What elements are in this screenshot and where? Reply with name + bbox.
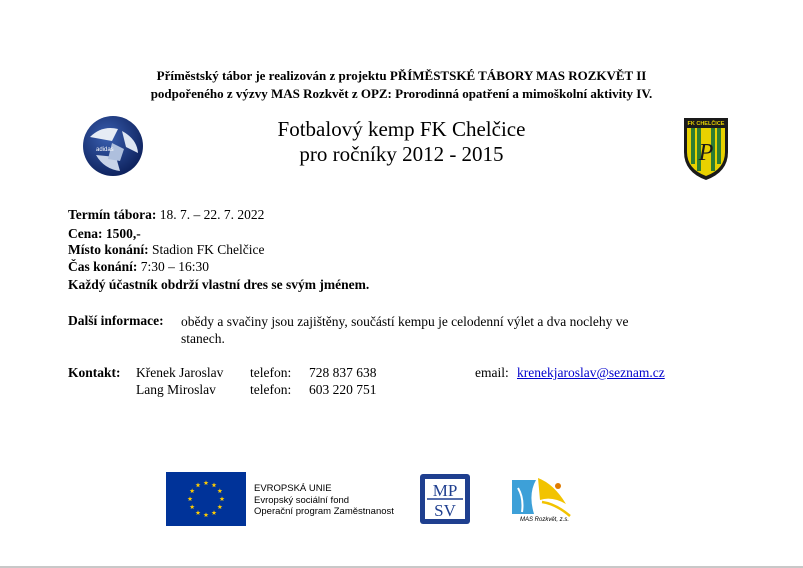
email-label: email: <box>475 365 509 380</box>
contact-name-1: Křenek Jaroslav <box>136 365 224 380</box>
header-line-1 <box>0 68 803 84</box>
mpsv-bottom-text: SV <box>434 501 456 520</box>
more-info-line-1: obědy a svačiny jsou zajištěny, součástí kempu je celodenní výlet a dva noclehy ve <box>181 314 629 329</box>
mpsv-logo <box>419 473 471 525</box>
contact-phone-1: 728 837 638 <box>309 365 377 380</box>
eu-flag-logo <box>166 472 246 526</box>
term-label: Termín tábora: <box>68 207 157 222</box>
mpsv-top-text: MP <box>432 481 458 500</box>
more-info-text <box>181 313 701 347</box>
club-crest-logo <box>682 116 730 182</box>
eu-org: EVROPSKÁ UNIE <box>254 483 332 494</box>
header-line-2: podpořeného z výzvy MAS Rozkvět z OPZ: Prorodinná opatření a mimoškolní aktivity IV. <box>150 86 653 101</box>
time-label: Čas konání: <box>68 259 138 274</box>
mas-caption: MAS Rozkvět, z.s. <box>520 517 570 523</box>
camp-subtitle: pro ročníky 2012 - 2015 <box>299 142 504 166</box>
price-row: Cena: 1500,- <box>68 226 141 241</box>
place-value: Stadion FK Chelčice <box>148 242 265 257</box>
crest-letter: P <box>698 140 714 166</box>
time-value: 7:30 – 16:30 <box>137 259 210 274</box>
contact-phone-label-2: telefon: <box>250 382 292 397</box>
email-link[interactable]: krenekjaroslav@seznam.cz <box>517 365 665 380</box>
term-row <box>68 207 264 223</box>
term-value: 18. 7. – 22. 7. 2022 <box>156 207 265 222</box>
contact-label: Kontakt: <box>68 365 121 380</box>
contact-name-2: Lang Miroslav <box>136 382 216 397</box>
place-label: Místo konání: <box>68 242 149 257</box>
ball-brand-text: adidas <box>96 147 114 153</box>
more-info-label: Další informace: <box>68 313 164 328</box>
eu-program: Operační program Zaměstnanost <box>254 506 394 517</box>
header-prefix: Příměstský tábor je realizován z projektu <box>156 68 390 83</box>
place-row <box>68 242 265 258</box>
contact-phone-2: 603 220 751 <box>309 382 377 397</box>
more-info-line-2: stanech. <box>181 331 225 346</box>
time-row <box>68 259 209 275</box>
eu-text-block <box>254 483 394 518</box>
contact-phone-label-1: telefon: <box>250 365 292 380</box>
jersey-note: Každý účastník obdrží vlastní dres se svým jménem. <box>68 277 370 292</box>
header-project: PŘÍMĚSTSKÉ TÁBORY MAS ROZKVĚT II <box>389 68 647 83</box>
eu-fund: Evropský sociální fond <box>254 494 350 506</box>
crest-text: FK CHELČICE <box>687 121 725 127</box>
camp-title: Fotbalový kemp FK Chelčice <box>277 117 526 141</box>
